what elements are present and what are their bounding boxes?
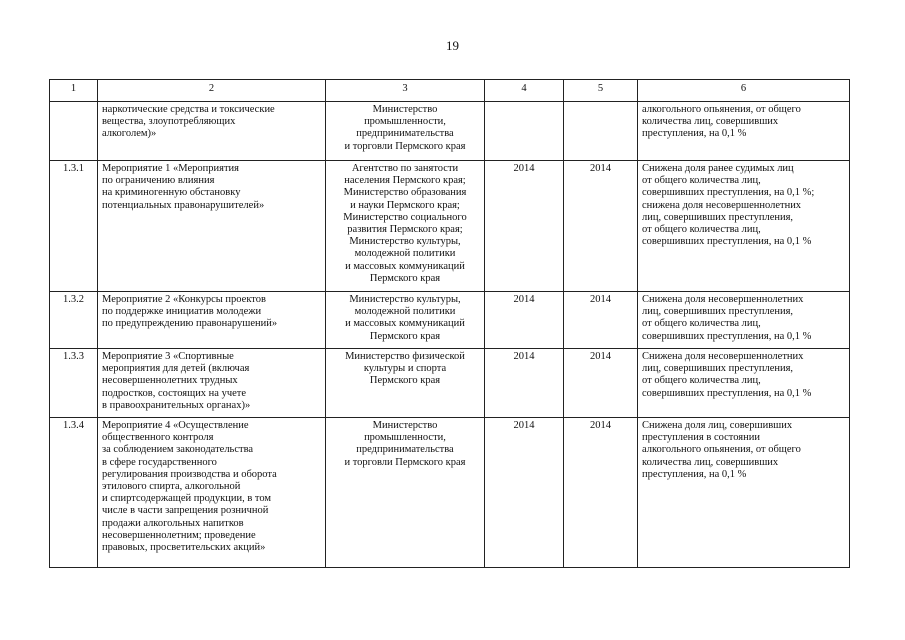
table-row xyxy=(50,418,850,568)
column-header: 4 xyxy=(485,80,564,102)
row-id: 1.3.4 xyxy=(50,418,98,568)
table-row xyxy=(50,161,850,292)
table-header-row xyxy=(50,80,850,102)
row-event: Мероприятие 3 «Спортивные мероприятия для детей (включая несовершеннолетних трудных подростков, состоящих на учете в правоохранительных органах)» xyxy=(98,349,326,418)
row-result: Снижена доля несовершеннолетних лиц, совершивших преступления, от общего количества лиц, совершивших преступления, на 0,1 % xyxy=(638,292,850,349)
row-id: 1.3.1 xyxy=(50,161,98,292)
row-end-year xyxy=(564,102,638,161)
row-executor: Министерство промышленности, предпринимательства и торговли Пермского края xyxy=(326,102,485,161)
column-header: 2 xyxy=(98,80,326,102)
column-header: 3 xyxy=(326,80,485,102)
table-row xyxy=(50,102,850,161)
row-id: 1.3.2 xyxy=(50,292,98,349)
row-end-year: 2014 xyxy=(564,418,638,568)
row-start-year xyxy=(485,102,564,161)
row-result: Снижена доля лиц, совершивших преступления в состоянии алкогольного опьянения, от общего количества лиц, совершивших преступления, на 0,1 % xyxy=(638,418,850,568)
row-start-year: 2014 xyxy=(485,292,564,349)
row-executor: Министерство культуры, молодежной политики и массовых коммуникаций Пермского края xyxy=(326,292,485,349)
row-start-year: 2014 xyxy=(485,418,564,568)
row-id xyxy=(50,102,98,161)
row-event: Мероприятие 1 «Мероприятия по ограничению влияния на криминогенную обстановку потенциальных правонарушителей» xyxy=(98,161,326,292)
table-row xyxy=(50,292,850,349)
events-table xyxy=(49,79,850,568)
row-event: Мероприятие 4 «Осуществление общественного контроля за соблюдением законодательства в сфере государственного регулирования производства и оборота этилового спирта, алкогольной и спиртсодержащей продукции, в том числе в части запрещения розничной продажи алкогольных напитков несовершеннолетним; проведение правовых, просветительских акций» xyxy=(98,418,326,568)
column-header: 6 xyxy=(638,80,850,102)
row-executor: Министерство промышленности, предпринимательства и торговли Пермского края xyxy=(326,418,485,568)
column-header: 1 xyxy=(50,80,98,102)
page-number: 19 xyxy=(446,38,459,53)
row-result: Снижена доля несовершеннолетних лиц, совершивших преступления, от общего количества лиц, совершивших преступления, на 0,1 % xyxy=(638,349,850,418)
row-end-year: 2014 xyxy=(564,292,638,349)
table-row xyxy=(50,349,850,418)
row-result: алкогольного опьянения, от общего количества лиц, совершивших преступления, на 0,1 % xyxy=(638,102,850,161)
row-start-year: 2014 xyxy=(485,349,564,418)
row-end-year: 2014 xyxy=(564,349,638,418)
row-end-year: 2014 xyxy=(564,161,638,292)
row-event: наркотические средства и токсические вещества, злоупотребляющих алкоголем)» xyxy=(98,102,326,161)
row-id: 1.3.3 xyxy=(50,349,98,418)
row-executor: Агентство по занятости населения Пермского края; Министерство образования и науки Пермского края; Министерство социального развития Пермского края; Министерство культуры, молодежной политики и массовых коммуникаций Пермского края xyxy=(326,161,485,292)
row-executor: Министерство физической культуры и спорта Пермского края xyxy=(326,349,485,418)
row-event: Мероприятие 2 «Конкурсы проектов по поддержке инициатив молодежи по предупреждению правонарушений» xyxy=(98,292,326,349)
row-result: Снижена доля ранее судимых лиц от общего количества лиц, совершивших преступления, на 0,1 %; снижена доля несовершеннолетних лиц, совершивших преступления, от общего количества лиц, совершивших преступления, на 0,1 % xyxy=(638,161,850,292)
column-header: 5 xyxy=(564,80,638,102)
row-start-year: 2014 xyxy=(485,161,564,292)
